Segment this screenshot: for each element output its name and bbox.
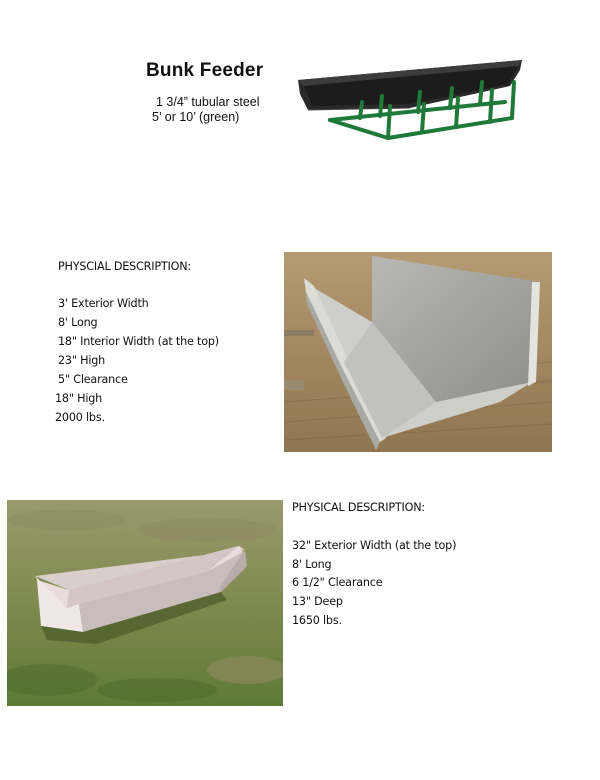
material-line: 1 3/4” tubular steel [156, 95, 260, 109]
section1-heading: PHYSCIAL DESCRIPTION: [58, 260, 191, 273]
size-line: 5’ or 10’ (green) [152, 110, 240, 124]
steel-bunk-feeder-image [290, 56, 530, 144]
spec-item: 2000 lbs. [55, 411, 105, 424]
spec-item: 5" Clearance [58, 373, 128, 386]
concrete-bunk-photo [284, 252, 552, 452]
spec-item: 23" High [58, 354, 106, 367]
spec-item: 18" Interior Width (at the top) [58, 335, 219, 348]
spec-item: 1650 lbs. [292, 614, 342, 627]
page-title: Bunk Feeder [146, 60, 264, 81]
spec-item: 8' Long [292, 558, 332, 571]
spec-item: 8' Long [58, 316, 98, 329]
spec-item: 3' Exterior Width [58, 297, 149, 310]
section2-heading: PHYSICAL DESCRIPTION: [292, 501, 425, 514]
concrete-bunk-photo-grass [7, 500, 283, 706]
spec-item: 13" Deep [292, 595, 343, 608]
spec-item: 18" High [55, 392, 103, 405]
spec-item: 32" Exterior Width (at the top) [292, 539, 457, 552]
spec-item: 6 1/2" Clearance [292, 576, 383, 589]
